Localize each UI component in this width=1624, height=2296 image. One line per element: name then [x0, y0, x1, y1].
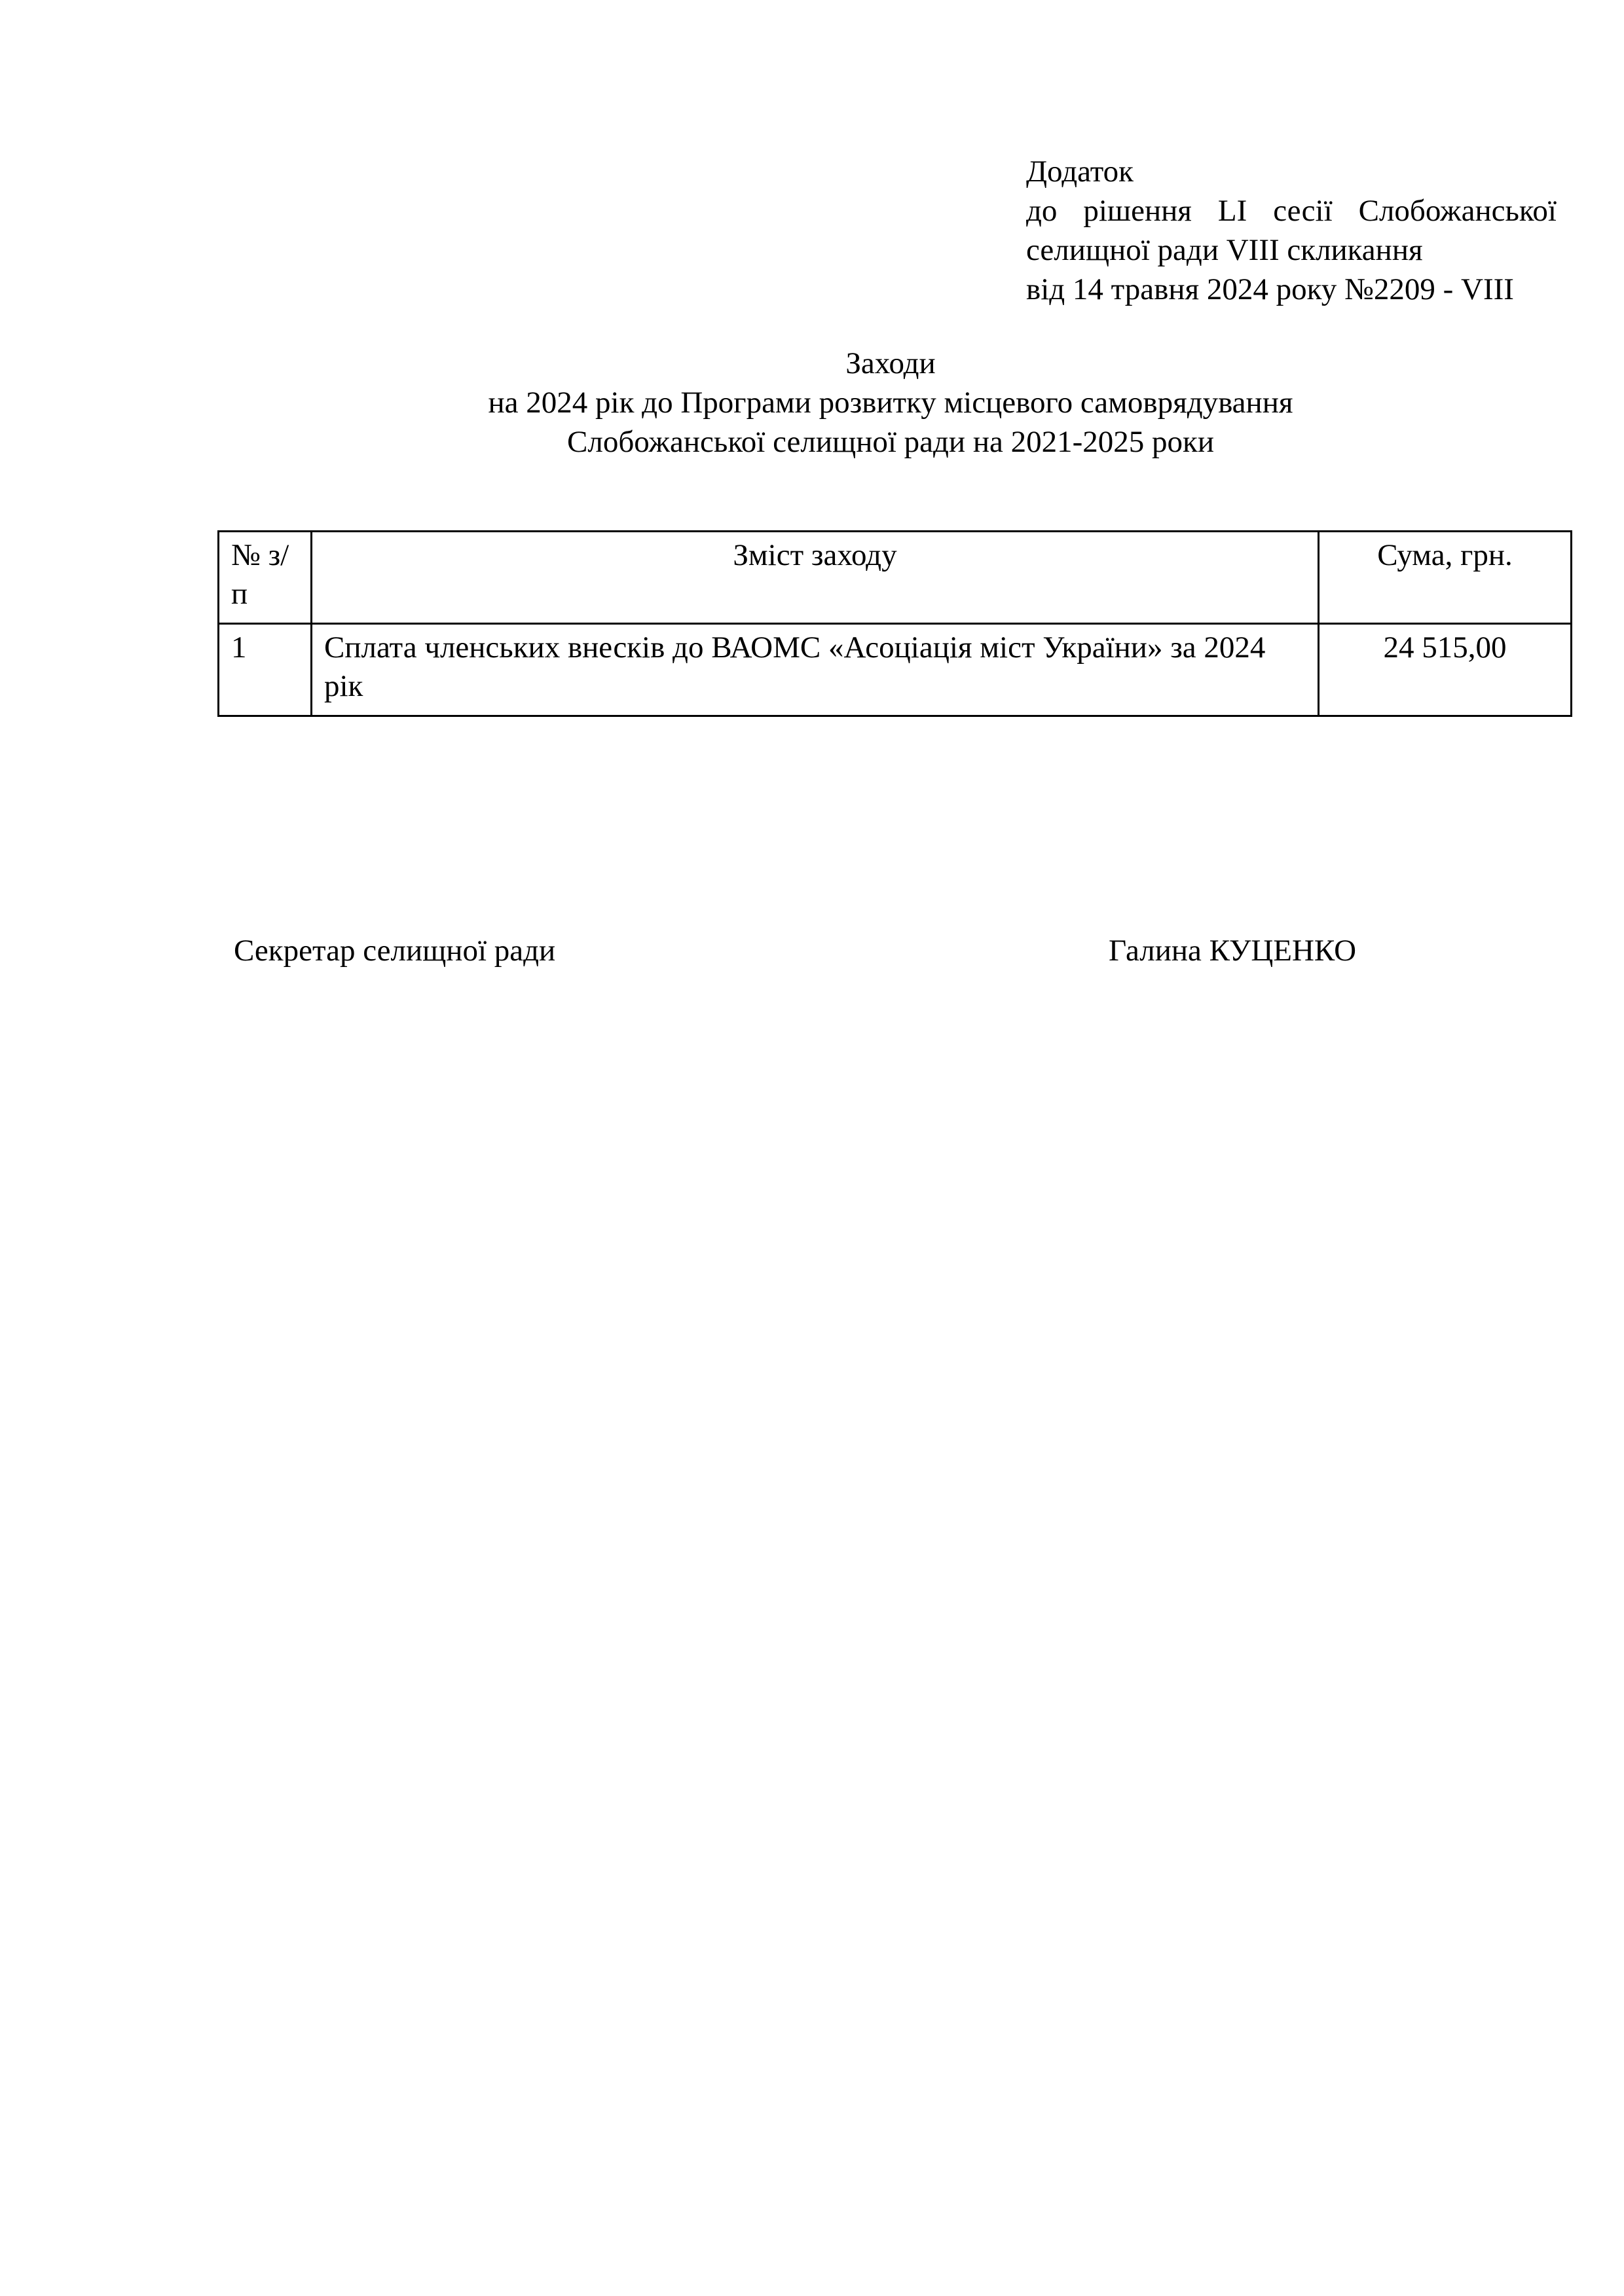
annex-header [1026, 152, 1557, 309]
measures-table [217, 530, 1572, 717]
table-row [219, 624, 1572, 716]
annex-council-line: селищної ради VIII скликання [1026, 233, 1423, 267]
signature-name: Галина КУЦЕНКО [1109, 934, 1357, 968]
annex-word: LI [1217, 194, 1247, 228]
annex-title: Додаток [1026, 155, 1134, 189]
annex-word: рішення [1083, 194, 1192, 228]
annex-word: до [1026, 194, 1058, 228]
title-subtitle-continued: Слобожанської селищної ради на 2021-2025 роки [567, 425, 1214, 459]
annex-word: сесії [1273, 194, 1333, 228]
annex-decision-line [1026, 191, 1557, 230]
row-content: Сплата членських внесків до ВАОМС «Асоціація міст України» за 2024 рік [312, 624, 1319, 716]
table-header-row [219, 532, 1572, 624]
header-content: Зміст заходу [312, 532, 1319, 624]
annex-word: Слобожанської [1358, 194, 1557, 228]
document-title [0, 344, 1624, 462]
measures-table-wrapper [217, 530, 1570, 717]
title-heading: Заходи [845, 346, 936, 380]
signature-position: Секретар селищної ради [234, 934, 556, 968]
annex-date-number: від 14 травня 2024 року №2209 - VIII [1026, 272, 1514, 306]
header-number: № з/п [219, 532, 312, 624]
row-number: 1 [219, 624, 312, 716]
row-sum: 24 515,00 [1319, 624, 1572, 716]
header-sum: Сума, грн. [1319, 532, 1572, 624]
title-subtitle: на 2024 рік до Програми розвитку місцевого самоврядування [488, 386, 1293, 420]
